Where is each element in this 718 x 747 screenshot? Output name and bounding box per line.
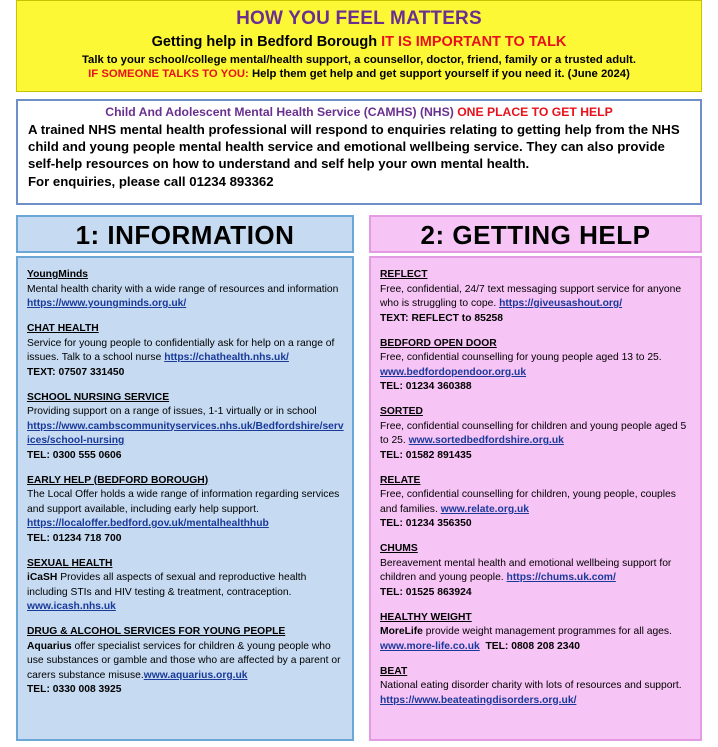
list-item — [27, 625, 344, 698]
camhs-body-text: A trained NHS mental health professional will respond to enquiries relating to getting help from the NHS child and young people mental health service and emotional wellbeing service. They can also provide self-help resources on how to understand and self help your own mental health. — [28, 122, 680, 172]
list-item — [27, 557, 344, 615]
entry-lead: iCaSH — [27, 572, 58, 583]
entry-link[interactable]: https://www.cambscommunityservices.nhs.uk/Bedfordshire/services/school-nursing — [27, 420, 344, 446]
entry-title: SORTED — [380, 406, 423, 417]
list-item — [27, 391, 344, 464]
entry-contact: TEL: 01234 718 700 — [27, 532, 122, 544]
entry-contact: TEXT: 07507 331450 — [27, 366, 125, 378]
entry-description: Free, confidential counselling for children and young people aged 5 to 25. www.sortedbedfordshire.org.uk — [380, 420, 687, 446]
entry-contact: TEL: 01234 356350 — [380, 518, 472, 529]
entry-title: CHAT HEALTH — [27, 323, 99, 334]
entry-link[interactable]: https://chums.uk.com/ — [506, 572, 616, 583]
getting-help-column — [369, 256, 702, 741]
entry-description: MoreLife provide weight management programmes for all ages. — [380, 626, 672, 637]
entry-link[interactable]: https://www.youngminds.org.uk/ — [27, 298, 187, 309]
entry-description: Free, confidential counselling for young people aged 13 to 25. — [380, 352, 662, 363]
entry-contact: TEXT: REFLECT to 85258 — [380, 312, 504, 324]
entry-title: SCHOOL NURSING SERVICE — [27, 391, 170, 403]
list-item — [380, 268, 692, 326]
entry-description: Free, confidential counselling for children, young people, couples and families. www.relate.org.uk — [380, 489, 676, 515]
entry-link[interactable]: www.relate.org.uk — [440, 503, 529, 515]
entry-link[interactable]: www.sortedbedfordshire.org.uk — [408, 435, 564, 446]
list-item — [380, 474, 692, 532]
entry-title: DRUG & ALCOHOL SERVICES FOR YOUNG PEOPLE — [27, 626, 286, 637]
list-item — [380, 405, 692, 463]
information-heading: 1: INFORMATION — [16, 215, 354, 253]
entry-contact: TEL: 01525 863924 — [380, 586, 472, 598]
entry-lead: MoreLife — [380, 626, 423, 637]
banner-line-1: Talk to your school/college mental/health support, a counsellor, doctor, friend, family or a trusted adult. — [81, 54, 637, 66]
banner-subtitle-emphasis: IT IS IMPORTANT TO TALK — [381, 34, 567, 50]
camhs-box — [16, 99, 702, 205]
list-item — [380, 542, 692, 600]
entry-link[interactable]: https://localoffer.bedford.gov.uk/mentalhealthhub — [27, 518, 269, 529]
entry-contact: TEL: 01234 360388 — [380, 381, 472, 392]
entry-description: Mental health charity with a wide range of resources and information — [27, 283, 339, 295]
entry-contact: TEL: 01582 891435 — [380, 449, 472, 461]
entry-description: iCaSH Provides all aspects of sexual and reproductive health including STIs and HIV testing & treatment, contraception. — [27, 572, 307, 598]
entry-description: Service for young people to confidentially ask for help on a range of issues. Talk to a school nurse https://chathealth.nhs.uk/ — [27, 337, 335, 363]
list-item — [380, 611, 692, 655]
entry-link[interactable]: www.aquarius.org.uk — [143, 669, 248, 681]
banner-line-2-text: Help them get help and get support yourself if you need it. (June 2024) — [251, 68, 630, 80]
camhs-title-text: Child And Adolescent Mental Health Service (CAMHS) (NHS) — [105, 105, 454, 119]
getting-help-heading: 2: GETTING HELP — [369, 215, 702, 253]
entry-title: REFLECT — [380, 269, 428, 280]
page-title: HOW YOU FEEL MATTERS — [236, 8, 482, 29]
camhs-title-emphasis: ONE PLACE TO GET HELP — [457, 105, 613, 119]
information-column — [16, 256, 354, 741]
list-item — [27, 268, 344, 312]
entry-contact: TEL: 0808 208 2340 — [485, 640, 580, 652]
entry-title: BEAT — [380, 665, 408, 677]
camhs-title — [28, 105, 690, 119]
camhs-body — [28, 121, 690, 190]
banner-line-2-emphasis: IF SOMEONE TALKS TO YOU: — [88, 68, 249, 80]
banner-subtitle — [17, 34, 701, 50]
entry-link[interactable]: https://giveusashout.org/ — [499, 298, 623, 309]
list-item — [27, 322, 344, 380]
entry-link[interactable]: www.icash.nhs.uk — [27, 601, 116, 612]
entry-description: The Local Offer holds a wide range of information regarding services and support available, including early help support. — [27, 489, 340, 515]
list-item — [380, 337, 692, 395]
entry-lead: Aquarius — [27, 640, 72, 652]
entry-link[interactable]: https://chathealth.nhs.uk/ — [164, 352, 289, 363]
camhs-enquiries: For enquiries, please call 01234 893362 — [28, 173, 274, 189]
entry-description: National eating disorder charity with lots of resources and support. https://www.beateatingdisorders.org.uk/ — [380, 680, 682, 706]
entry-title: SEXUAL HEALTH — [27, 557, 113, 569]
entry-description: Aquarius offer specialist services for children & young people who use substances or gamble and those who are affected by a parent or carers substance misuse.www.aquarius.org.uk — [27, 640, 341, 681]
entry-description: Bereavement mental health and emotional wellbeing support for children and young people. https://chums.uk.com/ — [380, 557, 672, 583]
banner-line-2 — [17, 68, 701, 80]
entry-contact: TEL: 0330 008 3925 — [27, 684, 122, 695]
entry-link[interactable]: www.bedfordopendoor.org.uk — [380, 366, 527, 378]
entry-link[interactable]: https://www.beateatingdisorders.org.uk/ — [380, 694, 577, 706]
entry-title: CHUMS — [380, 543, 418, 554]
header-banner — [16, 0, 702, 92]
entry-link[interactable]: www.more-life.co.uk — [380, 640, 480, 652]
list-item — [27, 474, 344, 547]
entry-description: Free, confidential, 24/7 text messaging support service for anyone who is struggling to cope. https://giveusashout.org/ — [380, 283, 682, 309]
banner-subtitle-text: Getting help in Bedford Borough — [151, 34, 378, 50]
entry-title: EARLY HELP (BEDFORD BOROUGH) — [27, 474, 209, 486]
list-item — [380, 665, 692, 709]
entry-title: BEDFORD OPEN DOOR — [380, 337, 497, 349]
entry-description: Providing support on a range of issues, 1-1 virtually or in school — [27, 406, 317, 417]
entry-title: YoungMinds — [27, 269, 89, 280]
entry-contact: TEL: 0300 555 0606 — [27, 449, 122, 461]
entry-title: RELATE — [380, 474, 421, 486]
entry-title: HEALTHY WEIGHT — [380, 611, 472, 623]
